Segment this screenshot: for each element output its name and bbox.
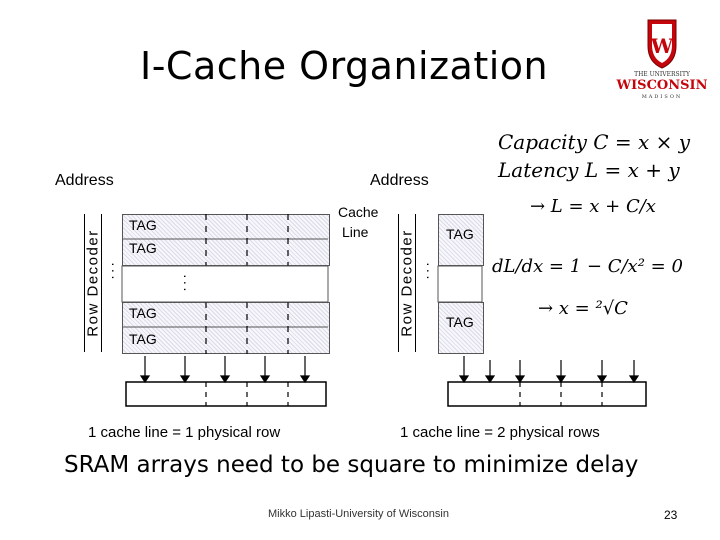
footer-text: Mikko Lipasti-University of Wisconsin	[268, 508, 449, 520]
right-caption: 1 cache line = 2 physical rows	[400, 424, 600, 441]
capacity-equation: Capacity C = x × y	[498, 130, 691, 154]
right-tag-2: TAG	[446, 314, 474, 330]
substituted-equation: → L = x + C/x	[530, 196, 656, 217]
left-tag-1: TAG	[129, 217, 157, 233]
left-tag-3: TAG	[129, 305, 157, 321]
left-tag-4: TAG	[129, 331, 157, 347]
right-address-label: Address	[370, 172, 429, 189]
left-decoder-label: Row Decoder	[84, 229, 102, 337]
left-decoder-ellipsis: · · ·	[106, 262, 122, 279]
svg-text:THE UNIVERSITY: THE UNIVERSITY	[634, 71, 690, 78]
derivative-equation: dL/dx = 1 − C/x² = 0	[492, 256, 683, 277]
main-statement: SRAM arrays need to be square to minimize delay	[64, 452, 639, 478]
svg-text:MADISON: MADISON	[641, 94, 683, 100]
svg-text:WISCONSIN: WISCONSIN	[616, 78, 708, 93]
result-equation: → x = ²√C	[538, 298, 628, 319]
page-number: 23	[664, 508, 678, 522]
cache-line-label-2: Line	[342, 224, 369, 240]
page-title: I-Cache Organization	[140, 44, 549, 88]
svg-text:W: W	[650, 34, 674, 58]
right-decoder-ellipsis: · · ·	[421, 262, 437, 279]
right-decoder-label: Row Decoder	[398, 229, 416, 337]
left-array-ellipsis: · · ·	[178, 274, 194, 291]
left-caption: 1 cache line = 1 physical row	[88, 424, 281, 441]
left-tag-2: TAG	[129, 240, 157, 256]
latency-equation: Latency L = x + y	[498, 158, 680, 182]
university-logo	[612, 16, 712, 102]
left-address-label: Address	[55, 172, 114, 189]
cache-line-label-1: Cache	[338, 204, 379, 220]
right-tag-1: TAG	[446, 226, 474, 242]
